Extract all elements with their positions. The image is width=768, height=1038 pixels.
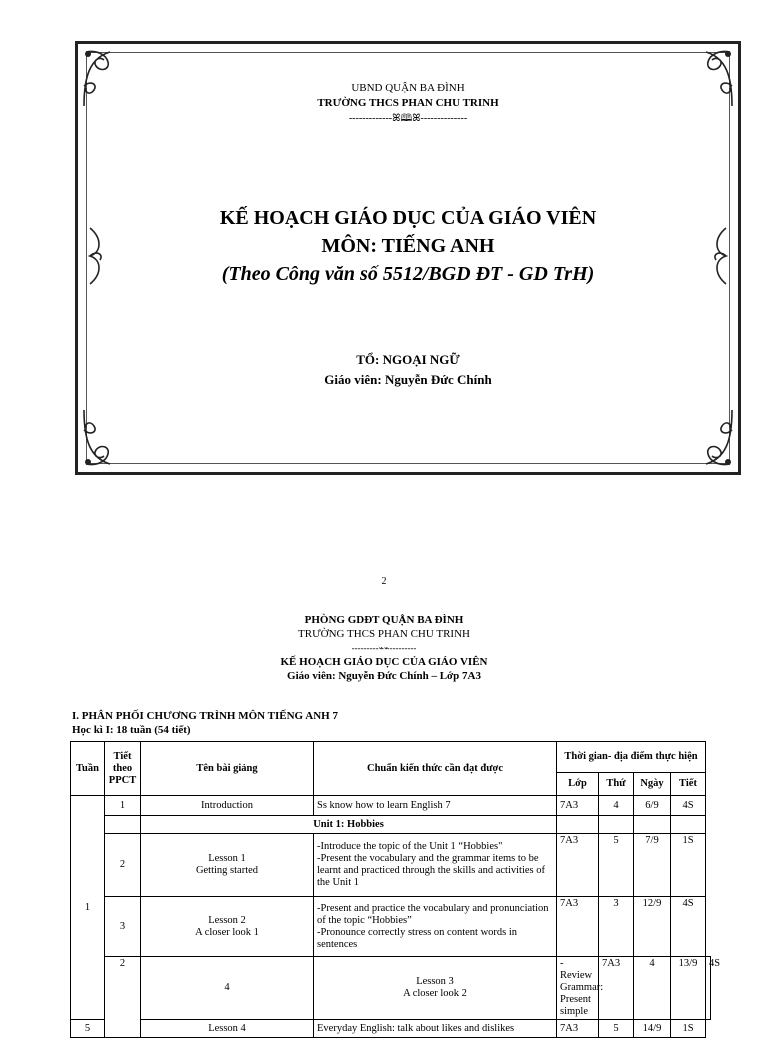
cover-school: TRƯỜNG THCS PHAN CHU TRINH [317, 97, 499, 109]
period-cell: 1 [105, 796, 141, 816]
cover-group: TỔ: NGOẠI NGỮ [356, 352, 460, 367]
lesson-cell: Introduction [141, 796, 314, 816]
unit-blank-cell [634, 816, 671, 834]
lesson-cell [141, 834, 314, 897]
date-cell: 13/9 [671, 957, 706, 1020]
page-number: 2 [381, 576, 387, 587]
cover-divider: -------------ꕤ🕮ꕤ-------------- [348, 113, 468, 124]
day-cell: 5 [599, 834, 634, 897]
lesson-cell [314, 957, 557, 1020]
standard-line: -Pronounce correctly stress on content words in sentences [317, 926, 518, 950]
header-divider: ---------⌁⌁--------- [351, 643, 417, 653]
standard-cell: Everyday English: talk about likes and dislikes [314, 1020, 557, 1038]
class-cell: 7A3 [599, 957, 634, 1020]
table-header-row [71, 742, 711, 773]
unit-title-cell: Unit 1: Hobbies [141, 816, 557, 834]
header-teacher-class: Giáo viên: Nguyễn Đức Chính – Lớp 7A3 [287, 670, 481, 682]
table-row [71, 796, 711, 816]
slot-cell: 4S [671, 796, 706, 816]
day-cell: 5 [599, 1020, 634, 1038]
lesson-name: Lesson 2 [208, 914, 246, 926]
class-cell: 7A3 [557, 834, 599, 897]
standard-cell: Ss know how to learn English 7 [314, 796, 557, 816]
section-heading-block [72, 709, 338, 737]
lesson-name: Lesson 1 [208, 853, 246, 864]
slot-cell: 1S [671, 1020, 706, 1038]
table-row [71, 957, 711, 1020]
slot-cell: 1S [671, 834, 706, 897]
table-row [71, 1020, 711, 1038]
period-cell: 3 [105, 897, 141, 957]
header-dept: PHÒNG GDĐT QUẬN BA ĐÌNH [304, 614, 464, 626]
lesson-subtitle: A closer look 2 [403, 988, 467, 999]
lesson-name: Lesson 3 [416, 976, 454, 987]
standard-line: -Present the vocabulary and the grammar items to be learnt and practiced through the skills and activities of the Unit 1 [317, 853, 546, 888]
col-week: Tuần [71, 742, 105, 796]
section-heading: I. PHÂN PHỐI CHƯƠNG TRÌNH MÔN TIẾNG ANH 7 [72, 710, 338, 722]
week-cell: 2 [105, 957, 141, 1038]
ornament-corner-bottom-right-icon [688, 406, 736, 470]
unit-blank-cell [105, 816, 141, 834]
col-standard: Chuẩn kiến thức cần đạt được [314, 742, 557, 796]
cover-authority: UBND QUẬN BA ĐÌNH [351, 82, 465, 94]
col-time-place: Thời gian- địa điểm thực hiện [557, 742, 706, 773]
lesson-cell [141, 897, 314, 957]
standard-cell: - Review Grammar: Present simple [557, 957, 599, 1020]
day-cell: 4 [634, 957, 671, 1020]
date-cell: 12/9 [634, 897, 671, 957]
day-cell: 4 [599, 796, 634, 816]
unit-row [71, 816, 711, 834]
week-cell: 1 [71, 796, 105, 1020]
header-school: TRƯỜNG THCS PHAN CHU TRINH [298, 628, 470, 640]
standard-line: -Present and practice the vocabulary and pronunciation of the topic “Hobbies” [317, 902, 549, 926]
standard-cell [314, 897, 557, 957]
cover-teacher: Giáo viên: Nguyễn Đức Chính [324, 372, 492, 387]
class-cell: 7A3 [557, 897, 599, 957]
period-cell: 4 [141, 957, 314, 1020]
col-day: Thứ [599, 773, 634, 796]
date-cell: 6/9 [634, 796, 671, 816]
date-cell: 14/9 [634, 1020, 671, 1038]
date-cell: 7/9 [634, 834, 671, 897]
cover-page [75, 41, 741, 475]
term-label: Học kì I: 18 tuần (54 tiết) [72, 724, 191, 736]
table-row [71, 834, 711, 897]
unit-blank-cell [671, 816, 706, 834]
slot-cell: 4S [671, 897, 706, 957]
class-cell: 7A3 [557, 796, 599, 816]
document-header [0, 613, 768, 683]
col-date: Ngày [634, 773, 671, 796]
curriculum-table [70, 741, 721, 1038]
col-period: Tiết theo PPCT [105, 742, 141, 796]
unit-blank-cell [599, 816, 634, 834]
period-cell: 5 [71, 1020, 105, 1038]
cover-subject: MÔN: TIẾNG ANH [321, 235, 495, 257]
cover-reference: (Theo Công văn số 5512/BGD ĐT - GD TrH) [221, 263, 595, 285]
standard-cell [314, 834, 557, 897]
unit-blank-cell [557, 816, 599, 834]
day-cell: 3 [599, 897, 634, 957]
ornament-corner-bottom-left-icon [80, 406, 128, 470]
slot-cell: 4S [706, 957, 711, 1020]
lesson-subtitle: A closer look 1 [195, 926, 259, 938]
table-row [71, 897, 711, 957]
lesson-subtitle: Getting started [195, 865, 259, 876]
class-cell: 7A3 [557, 1020, 599, 1038]
col-class: Lớp [557, 773, 599, 796]
standard-line: -Introduce the topic of the Unit 1 “Hobbies" [317, 841, 503, 852]
lesson-cell: Lesson 4 [141, 1020, 314, 1038]
col-slot: Tiết [671, 773, 706, 796]
header-title: KẾ HOẠCH GIÁO DỤC CỦA GIÁO VIÊN [280, 656, 488, 668]
col-lesson: Tên bài giảng [141, 742, 314, 796]
cover-title: KẾ HOẠCH GIÁO DỤC CỦA GIÁO VIÊN [219, 207, 597, 229]
period-cell: 2 [105, 834, 141, 897]
